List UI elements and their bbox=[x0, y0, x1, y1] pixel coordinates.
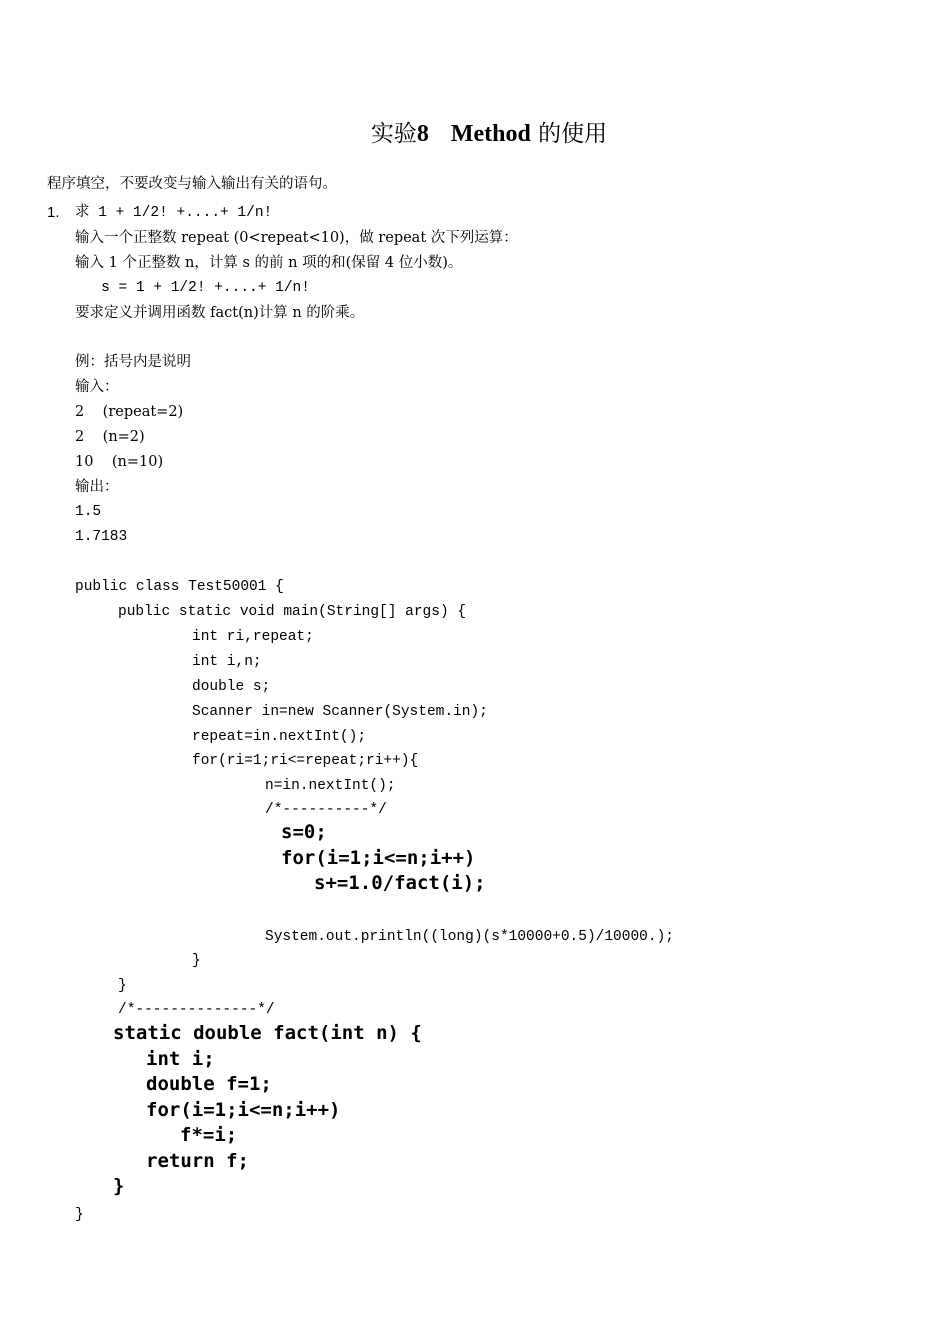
code-main-decl: public static void main(String[] args) { bbox=[118, 604, 467, 620]
title-keyword: Method bbox=[450, 121, 531, 147]
answer-line: } bbox=[113, 1175, 125, 1197]
blank-marker-1: /*----------*/ bbox=[265, 802, 387, 818]
answer-line: f*=i; bbox=[180, 1124, 238, 1146]
code-class-close: } bbox=[75, 1207, 84, 1223]
problem-formula: s = 1 + 1/2! +....+ 1/n! bbox=[75, 280, 310, 296]
example-line: 10 (n=10) bbox=[75, 454, 164, 470]
title-suffix: 的使用 bbox=[538, 121, 608, 147]
example-line: 1.5 bbox=[75, 504, 102, 520]
example-line: 1.7183 bbox=[75, 529, 128, 545]
code-main-close: } bbox=[118, 978, 127, 994]
answer-line: return f; bbox=[146, 1150, 249, 1172]
problem-desc-line: 输入 1 个正整数 n，计算 s 的前 n 项的和(保留 4 位小数)。 bbox=[75, 255, 463, 271]
code-line: int i,n; bbox=[192, 654, 262, 670]
code-line: n=in.nextInt(); bbox=[265, 778, 396, 794]
example-input-label: 输入： bbox=[75, 379, 119, 395]
code-loop-close: } bbox=[192, 953, 201, 969]
answer-line: for(i=1;i<=n;i++) bbox=[281, 847, 476, 869]
answer-line: static double fact(int n) { bbox=[113, 1022, 422, 1044]
code-line: Scanner in=new Scanner(System.in); bbox=[192, 704, 488, 720]
code-line: repeat=in.nextInt(); bbox=[192, 729, 367, 745]
blank-marker-2: /*--------------*/ bbox=[118, 1002, 275, 1018]
answer-line: s+=1.0/fact(i); bbox=[314, 872, 486, 894]
code-print-stmt: System.out.println((long)(s*10000+0.5)/10000.); bbox=[265, 929, 674, 945]
instruction-text: 程序填空，不要改变与输入输出有关的语句。 bbox=[47, 176, 337, 192]
example-line: 2 (n=2) bbox=[75, 429, 145, 445]
title-number: 8 bbox=[416, 121, 429, 147]
title-prefix: 实验 bbox=[370, 121, 417, 147]
code-line: for(ri=1;ri<=repeat;ri++){ bbox=[192, 753, 419, 769]
code-line: double s; bbox=[192, 679, 271, 695]
code-class-decl: public class Test50001 { bbox=[75, 579, 284, 595]
example-label: 例：括号内是说明 bbox=[75, 354, 191, 370]
example-line: 2 (repeat=2) bbox=[75, 404, 184, 420]
answer-line: int i; bbox=[146, 1048, 215, 1070]
page-title bbox=[0, 118, 950, 150]
problem-heading: 求 1 + 1/2! +....+ 1/n! bbox=[75, 205, 273, 221]
answer-line: for(i=1;i<=n;i++) bbox=[146, 1099, 341, 1121]
example-output-label: 输出： bbox=[75, 479, 119, 495]
problem-desc-line: 要求定义并调用函数 fact(n)计算 n 的阶乘。 bbox=[75, 305, 365, 321]
answer-line: s=0; bbox=[281, 821, 327, 843]
problem-desc-line: 输入一个正整数 repeat (0<repeat<10)，做 repeat 次下列运算： bbox=[75, 230, 518, 246]
answer-line: double f=1; bbox=[146, 1073, 272, 1095]
code-line: int ri,repeat; bbox=[192, 629, 314, 645]
problem-number: 1. bbox=[47, 204, 60, 221]
